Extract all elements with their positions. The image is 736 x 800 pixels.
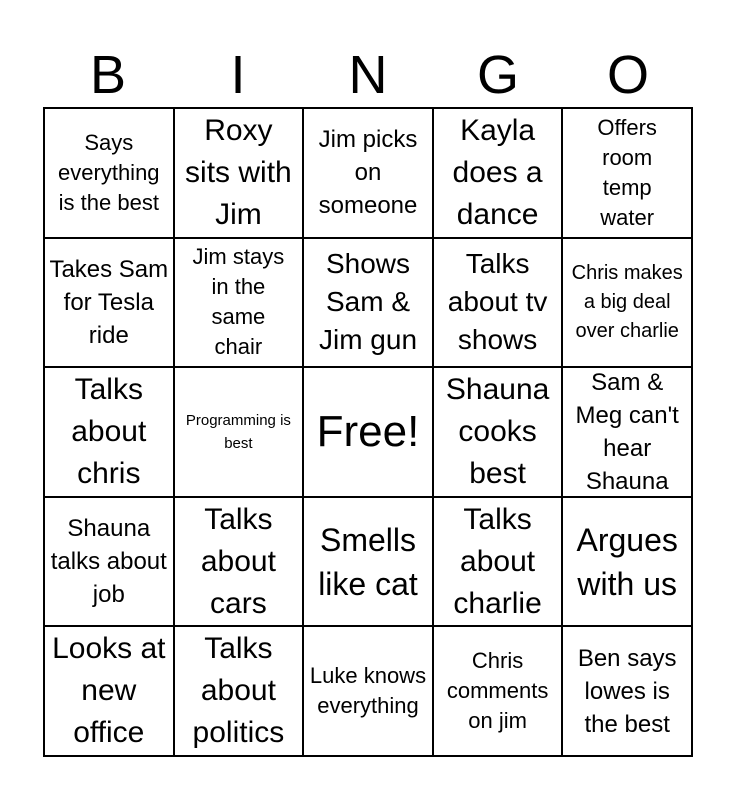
header-letter-o: O — [606, 45, 649, 105]
bingo-cell[interactable] — [562, 367, 692, 497]
bingo-cell[interactable] — [433, 367, 563, 497]
bingo-cell[interactable] — [433, 497, 563, 627]
bingo-cell[interactable] — [562, 238, 692, 368]
bingo-cell[interactable] — [303, 497, 433, 627]
cell-text: Argues with us — [576, 521, 678, 602]
bingo-cell[interactable] — [303, 238, 433, 368]
cell-text: Shauna cooks best — [445, 373, 550, 490]
bingo-cell-free[interactable] — [303, 367, 433, 497]
header-letter-b: B — [89, 45, 127, 105]
cell-text: Chris makes a big deal over charlie — [571, 261, 683, 342]
bingo-cell[interactable] — [562, 626, 692, 756]
cell-text: Talks about cars — [200, 502, 276, 620]
cell-text: Offers room temp water — [597, 114, 657, 230]
bingo-cell[interactable] — [174, 367, 304, 497]
cell-text: Chris comments on jim — [446, 648, 549, 734]
bingo-cell[interactable] — [174, 108, 304, 238]
cell-text: Shows Sam & Jim gun — [318, 248, 418, 356]
cell-text: Roxy sits with Jim — [185, 113, 292, 231]
bingo-cell[interactable] — [44, 238, 174, 368]
bingo-grid — [43, 107, 693, 757]
cell-text: Jim picks on someone — [318, 126, 418, 220]
bingo-cell[interactable] — [44, 108, 174, 238]
cell-text: Smells like cat — [318, 521, 418, 602]
bingo-cell[interactable] — [433, 626, 563, 756]
header-letter-g: G — [476, 45, 519, 105]
cell-text: Takes Sam for Tesla ride — [49, 255, 169, 349]
cell-text: Kayla does a dance — [452, 113, 543, 231]
cell-text: Talks about politics — [192, 632, 285, 750]
bingo-cell[interactable] — [174, 238, 304, 368]
cell-text: Shauna talks about job — [50, 515, 167, 609]
cell-text: Free! — [316, 406, 420, 456]
bingo-cell[interactable] — [303, 626, 433, 756]
cell-text: Looks at new office — [52, 632, 166, 750]
bingo-header — [43, 44, 693, 106]
cell-text: Talks about chris — [71, 373, 147, 490]
bingo-cell[interactable] — [174, 626, 304, 756]
bingo-cell[interactable] — [44, 367, 174, 497]
bingo-cell[interactable] — [174, 497, 304, 627]
cell-text: Jim stays in the same chair — [192, 244, 285, 360]
cell-text: Talks about tv shows — [447, 248, 548, 356]
cell-text: Talks about charlie — [453, 502, 542, 620]
cell-text: Ben says lowes is the best — [577, 644, 677, 738]
bingo-cell[interactable] — [433, 238, 563, 368]
cell-text: Luke knows everything — [309, 663, 427, 719]
bingo-cell[interactable] — [303, 108, 433, 238]
bingo-cell[interactable] — [44, 497, 174, 627]
bingo-cell[interactable] — [562, 497, 692, 627]
bingo-cell[interactable] — [433, 108, 563, 238]
cell-text: Programming is best — [185, 411, 291, 452]
header-letter-n: N — [348, 45, 388, 105]
cell-text: Says everything is the best — [58, 129, 160, 215]
cell-text: Sam & Meg can't hear Shauna — [575, 369, 679, 495]
bingo-cell[interactable] — [562, 108, 692, 238]
bingo-cell[interactable] — [44, 626, 174, 756]
header-letter-i: I — [230, 45, 246, 105]
